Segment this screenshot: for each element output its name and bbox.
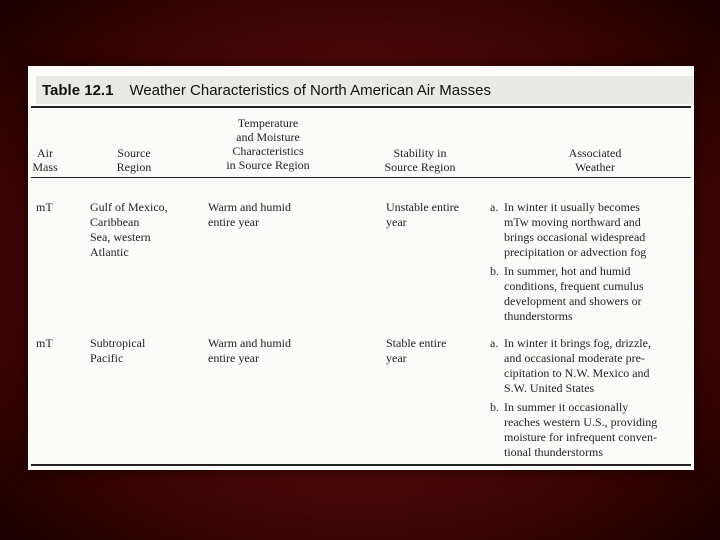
weather-label: b.: [490, 400, 499, 414]
slide-frame: [28, 66, 694, 470]
row1-temp-moisture: Warm and humid entire year: [208, 200, 292, 229]
row2-air-mass: mT: [36, 336, 53, 350]
row1-source-region: Gulf of Mexico, Caribbean Sea, western Atlantic: [90, 200, 168, 259]
weather-text: In winter it brings fog, drizzle, and occasional moderate pre- cipitation to N.W. Mexico and S.W. United States: [504, 336, 651, 395]
row2-weather-b: [490, 400, 657, 460]
row2-temp-moisture: Warm and humid entire year: [208, 336, 292, 365]
row2-source-region: Subtropical Pacific: [90, 336, 146, 365]
table-title: Weather Characteristics of North American Air Masses: [129, 81, 491, 99]
header-temp-moisture: Temperature and Moisture Characteristics in Source Region: [226, 116, 310, 172]
weather-text: In winter it usually becomes mTw moving northward and brings occasional widespread precipitation or advection fog: [504, 200, 647, 259]
weather-label: a.: [490, 336, 499, 350]
header-stability: Stability in Source Region: [384, 146, 456, 174]
bottom-rule: [31, 464, 691, 466]
weather-text: In summer it occasionally reaches western U.S., providing moisture for infrequent conven- tional thunderstorms: [504, 400, 658, 459]
row2-stability: Stable entire year: [386, 336, 447, 365]
weather-text: In summer, hot and humid conditions, frequent cumulus development and showers or thunderstorms: [504, 264, 644, 323]
row1-stability: Unstable entire year: [386, 200, 459, 229]
row1-weather-a: [490, 200, 646, 260]
header-air-mass: Air Mass: [32, 146, 58, 174]
header-rule: [31, 177, 691, 178]
top-rule: [31, 106, 691, 108]
weather-label: b.: [490, 264, 499, 278]
header-source-region: Source Region: [116, 146, 152, 174]
table-number: Table 12.1: [42, 81, 114, 99]
row1-air-mass: mT: [36, 200, 53, 214]
row1-weather-b: [490, 264, 644, 324]
header-weather: Associated Weather: [568, 146, 622, 174]
weather-label: a.: [490, 200, 499, 214]
row2-weather-a: [490, 336, 651, 396]
table-caption: [36, 76, 694, 104]
